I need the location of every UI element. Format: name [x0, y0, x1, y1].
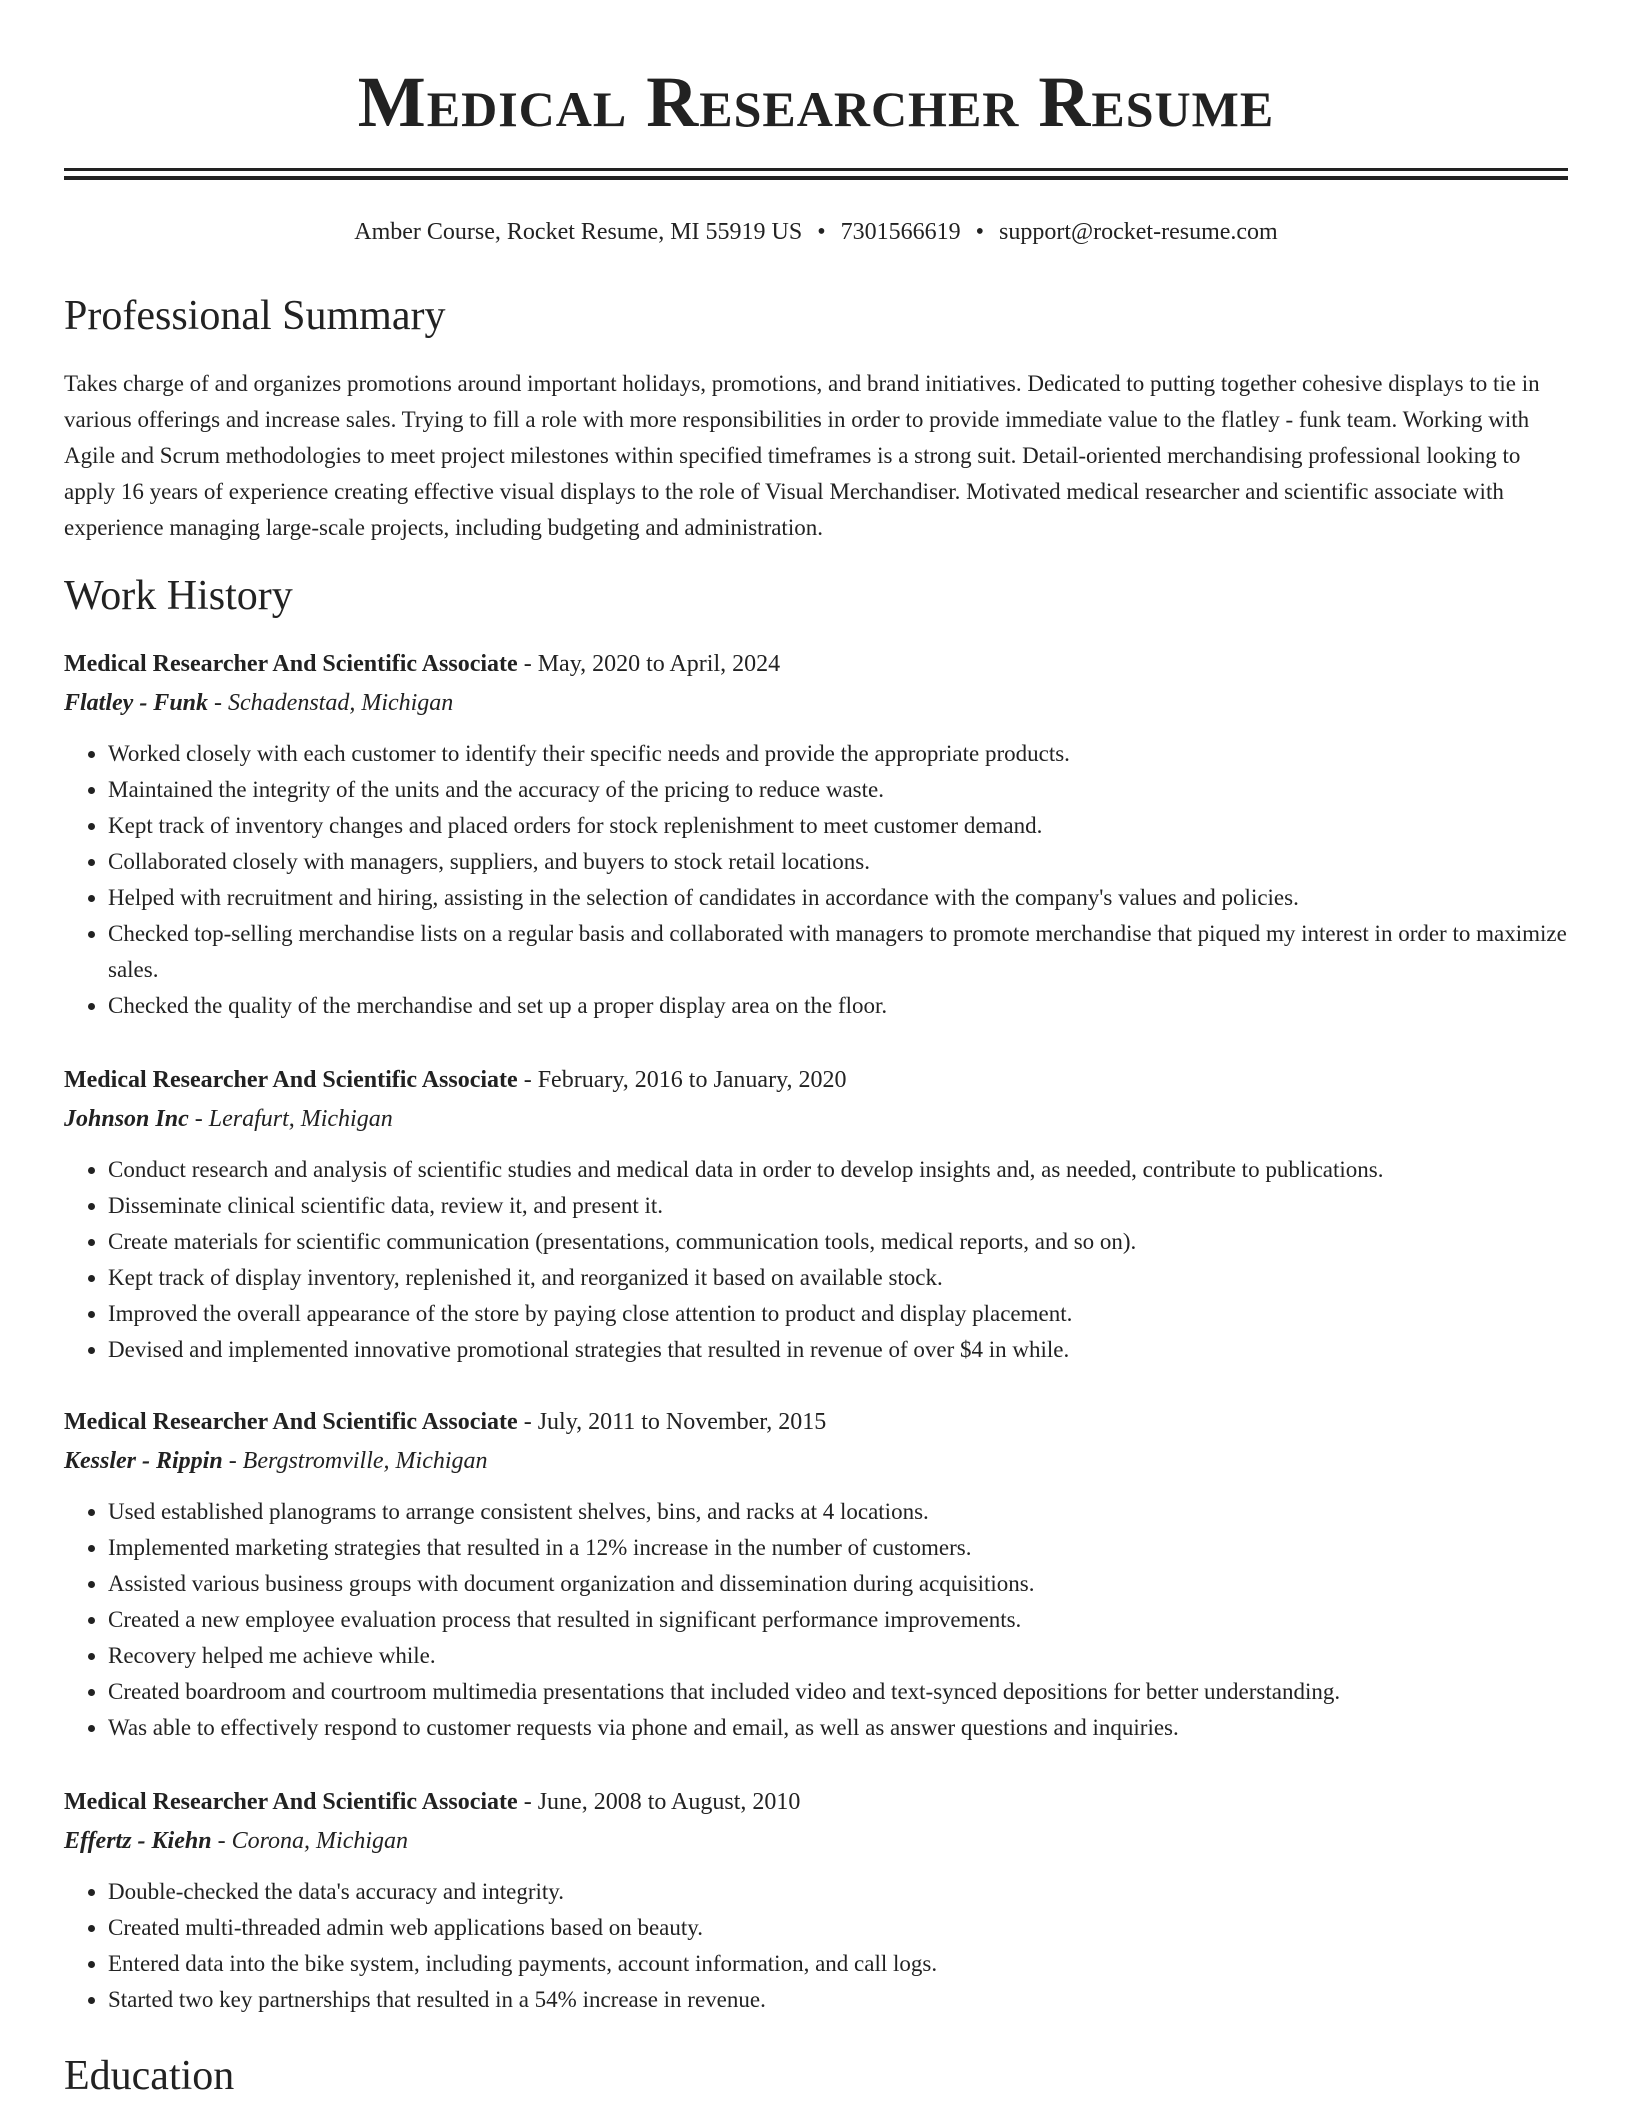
job-dates: - February, 2016 to January, 2020: [517, 1067, 847, 1093]
job-bullets: [64, 1874, 1570, 2018]
job-entry: [64, 647, 1570, 1024]
contact-separator: •: [817, 219, 826, 245]
bullet-item: • Kept track of display inventory, replenished it, and reorganized it based on available stock.: [108, 1260, 1570, 1296]
contact-address: Amber Course, Rocket Resume, MI 55919 US: [354, 219, 803, 245]
resume-title: Medical Researcher Resume: [357, 62, 1275, 142]
contact-email: support@rocket-resume.com: [999, 219, 1278, 245]
education-heading: Education: [64, 2053, 235, 2099]
job-dates: - May, 2020 to April, 2024: [517, 651, 781, 677]
summary-text: Takes charge of and organizes promotions around important holidays, promotions, and brand initiatives. Dedicated to putting together cohesive displays to tie in various offerings and increase sales. Trying to fill a role with more responsibilities in order to provide immediate value to the flatley - funk team. Working with Agile and Scrum methodologies to meet project milestones within specified timeframes is a strong suit. Detail-oriented merchandising professional looking to apply 16 years of experience creating effective visual displays to the role of Visual Merchandiser. Motivated medical researcher and scientific associate with experience managing large-scale projects, including budgeting and administration.: [64, 371, 1540, 540]
job-entry: [64, 1063, 1570, 1368]
bullet-item: • Helped with recruitment and hiring, assisting in the selection of candidates in accordance with the company's values and policies.: [108, 880, 1570, 916]
work-history-heading: Work History: [64, 573, 293, 619]
bullet-item: • Was able to effectively respond to customer requests via phone and email, as well as answer questions and inquiries.: [108, 1710, 1570, 1746]
bullet-item: • Conduct research and analysis of scientific studies and medical data in order to develop insights and, as needed, contribute to publications.: [108, 1152, 1570, 1188]
bullet-item: • Kept track of inventory changes and placed orders for stock replenishment to meet customer demand.: [108, 808, 1570, 844]
bullet-item: • Devised and implemented innovative promotional strategies that resulted in revenue of over $4 in while.: [108, 1332, 1570, 1368]
job-dates: - July, 2011 to November, 2015: [517, 1409, 827, 1435]
bullet-item: • Assisted various business groups with document organization and dissemination during acquisitions.: [108, 1566, 1570, 1602]
job-role: Medical Researcher And Scientific Associate: [64, 1789, 518, 1815]
job-company-line: [64, 1102, 1570, 1136]
bullet-item: • Double-checked the data's accuracy and integrity.: [108, 1874, 1570, 1910]
job-dates: - June, 2008 to August, 2010: [517, 1789, 801, 1815]
bullet-item: • Worked closely with each customer to identify their specific needs and provide the appropriate products.: [108, 736, 1570, 772]
job-company: Kessler - Rippin: [64, 1448, 223, 1474]
job-entry: [64, 1785, 1570, 2018]
job-role: Medical Researcher And Scientific Associate: [64, 1409, 518, 1435]
job-bullets: [64, 1494, 1570, 1746]
bullet-item: • Collaborated closely with managers, suppliers, and buyers to stock retail locations.: [108, 844, 1570, 880]
job-location: - Lerafurt, Michigan: [188, 1106, 393, 1132]
job-title-line: [64, 647, 1570, 681]
bullet-item: • Started two key partnerships that resulted in a 54% increase in revenue.: [108, 1982, 1570, 2018]
job-title-line: [64, 1063, 1570, 1097]
bullet-item: • Checked the quality of the merchandise and set up a proper display area on the floor.: [108, 988, 1570, 1024]
bullet-item: • Improved the overall appearance of the store by paying close attention to product and display placement.: [108, 1296, 1570, 1332]
bullet-item: • Created a new employee evaluation process that resulted in significant performance improvements.: [108, 1602, 1570, 1638]
job-title-line: [64, 1405, 1570, 1439]
job-title-line: [64, 1785, 1570, 1819]
job-company: Flatley - Funk: [64, 690, 209, 716]
bullet-item: • Entered data into the bike system, including payments, account information, and call logs.: [108, 1946, 1570, 1982]
job-company-line: [64, 1824, 1570, 1858]
bullet-item: • Disseminate clinical scientific data, review it, and present it.: [108, 1188, 1570, 1224]
job-location: - Schadenstad, Michigan: [208, 690, 454, 716]
job-company-line: [64, 686, 1570, 720]
bullet-item: • Create materials for scientific communication (presentations, communication tools, medical reports, and so on).: [108, 1224, 1570, 1260]
summary-heading: Professional Summary: [64, 293, 446, 339]
contact-line: [64, 214, 1568, 250]
bullet-item: • Recovery helped me achieve while.: [108, 1638, 1570, 1674]
bullet-item: • Used established planograms to arrange consistent shelves, bins, and racks at 4 locations.: [108, 1494, 1570, 1530]
job-role: Medical Researcher And Scientific Associate: [64, 651, 518, 677]
bullet-item: • Implemented marketing strategies that resulted in a 12% increase in the number of customers.: [108, 1530, 1570, 1566]
title-rule-bottom: [64, 176, 1568, 180]
job-company-line: [64, 1444, 1570, 1478]
job-company: Johnson Inc: [64, 1106, 189, 1132]
bullet-item: • Maintained the integrity of the units and the accuracy of the pricing to reduce waste.: [108, 772, 1570, 808]
bullet-item: • Created multi-threaded admin web applications based on beauty.: [108, 1910, 1570, 1946]
job-bullets: [64, 736, 1570, 1024]
job-location: - Corona, Michigan: [211, 1828, 409, 1854]
contact-phone: 7301566619: [840, 219, 961, 245]
bullet-item: • Checked top-selling merchandise lists on a regular basis and collaborated with managers to promote merchandise that piqued my interest in order to maximize sales.: [108, 916, 1570, 988]
job-company: Effertz - Kiehn: [64, 1828, 212, 1854]
bullet-item: • Created boardroom and courtroom multimedia presentations that included video and text-synced depositions for better understanding.: [108, 1674, 1570, 1710]
job-bullets: [64, 1152, 1570, 1368]
job-role: Medical Researcher And Scientific Associate: [64, 1067, 518, 1093]
contact-separator: •: [975, 219, 985, 245]
job-location: - Bergstromville, Michigan: [222, 1448, 488, 1474]
job-entry: [64, 1405, 1570, 1746]
title-rule-top: [64, 168, 1568, 171]
